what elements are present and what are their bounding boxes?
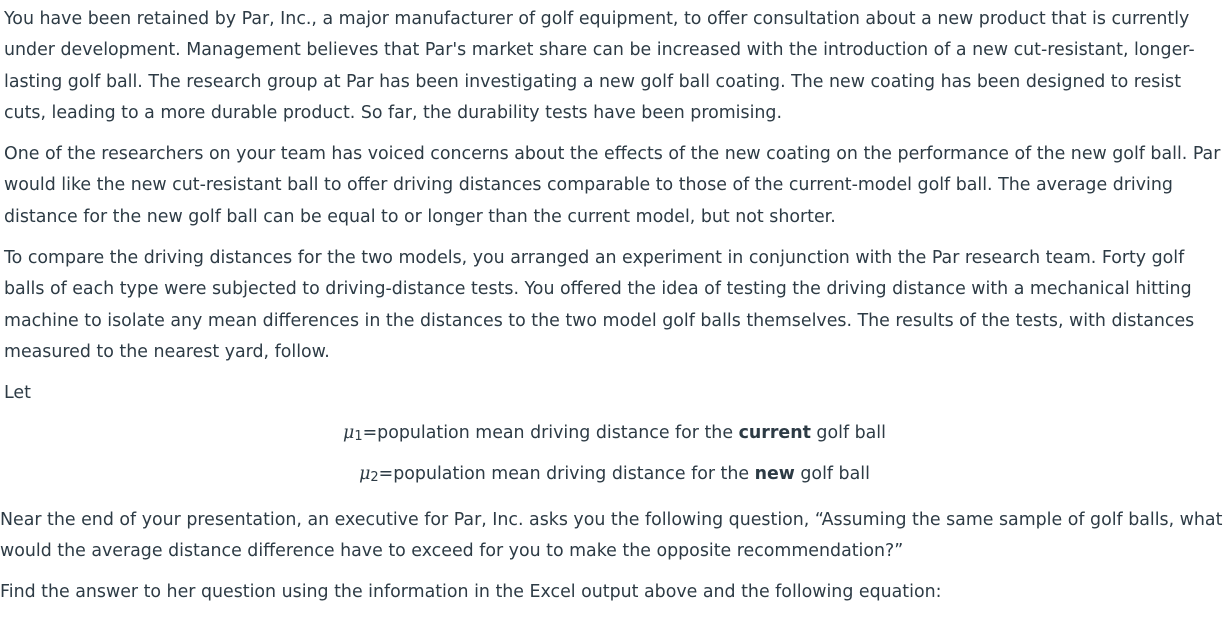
- instruction-paragraph: Find the answer to her question using the information in the Excel output above and the following equation:: [0, 582, 942, 602]
- definition-text: =population mean driving distance for the: [362, 423, 739, 443]
- let-label: Let: [4, 383, 31, 403]
- experiment-paragraph: To compare the driving distances for the two models, you arranged an experiment in conjunction with the Par research team. Forty golf balls of each type were subjected to driving-distance tests. You offered the idea of testing the driving distance with a mechanical hitting machine to isolate any mean differences in the distances to the two model golf balls themselves. The results of the tests, with distances measured to the nearest yard, follow.: [4, 248, 1195, 362]
- definition-emphasis: current: [738, 423, 811, 443]
- definition-mu1: [0, 418, 1229, 452]
- definition-text-end: golf ball: [794, 464, 870, 484]
- concern-paragraph: One of the researchers on your team has voiced concerns about the effects of the new coating on the performance of the new golf ball. Par would like the new cut-resistant ball to offer driving distances comparable to those of the current-model golf ball. The average driving distance for the new golf ball can be equal to or longer than the current model, but not shorter.: [4, 144, 1221, 227]
- definition-text: =population mean driving distance for the: [378, 464, 755, 484]
- mu-symbol: μ: [343, 423, 355, 443]
- question-paragraph: Near the end of your presentation, an executive for Par, Inc. asks you the following question, “Assuming the same sample of golf balls, what would the average distance difference have to exceed for you to make the opposite recommendation?”: [0, 510, 1223, 562]
- intro-paragraph: You have been retained by Par, Inc., a major manufacturer of golf equipment, to offer consultation about a new product that is currently under development. Management believes that Par's market share can be increased with the introduction of a new cut-resistant, longer-lasting golf ball. The research group at Par has been investigating a new golf ball coating. The new coating has been designed to resist cuts, leading to a more durable product. So far, the durability tests have been promising.: [4, 9, 1195, 123]
- mu-subscript: 1: [354, 429, 363, 444]
- definition-text-end: golf ball: [810, 423, 886, 443]
- mu-subscript: 2: [370, 470, 379, 485]
- mu-symbol: μ: [359, 464, 371, 484]
- definition-emphasis: new: [754, 464, 795, 484]
- definition-mu2: [0, 459, 1229, 493]
